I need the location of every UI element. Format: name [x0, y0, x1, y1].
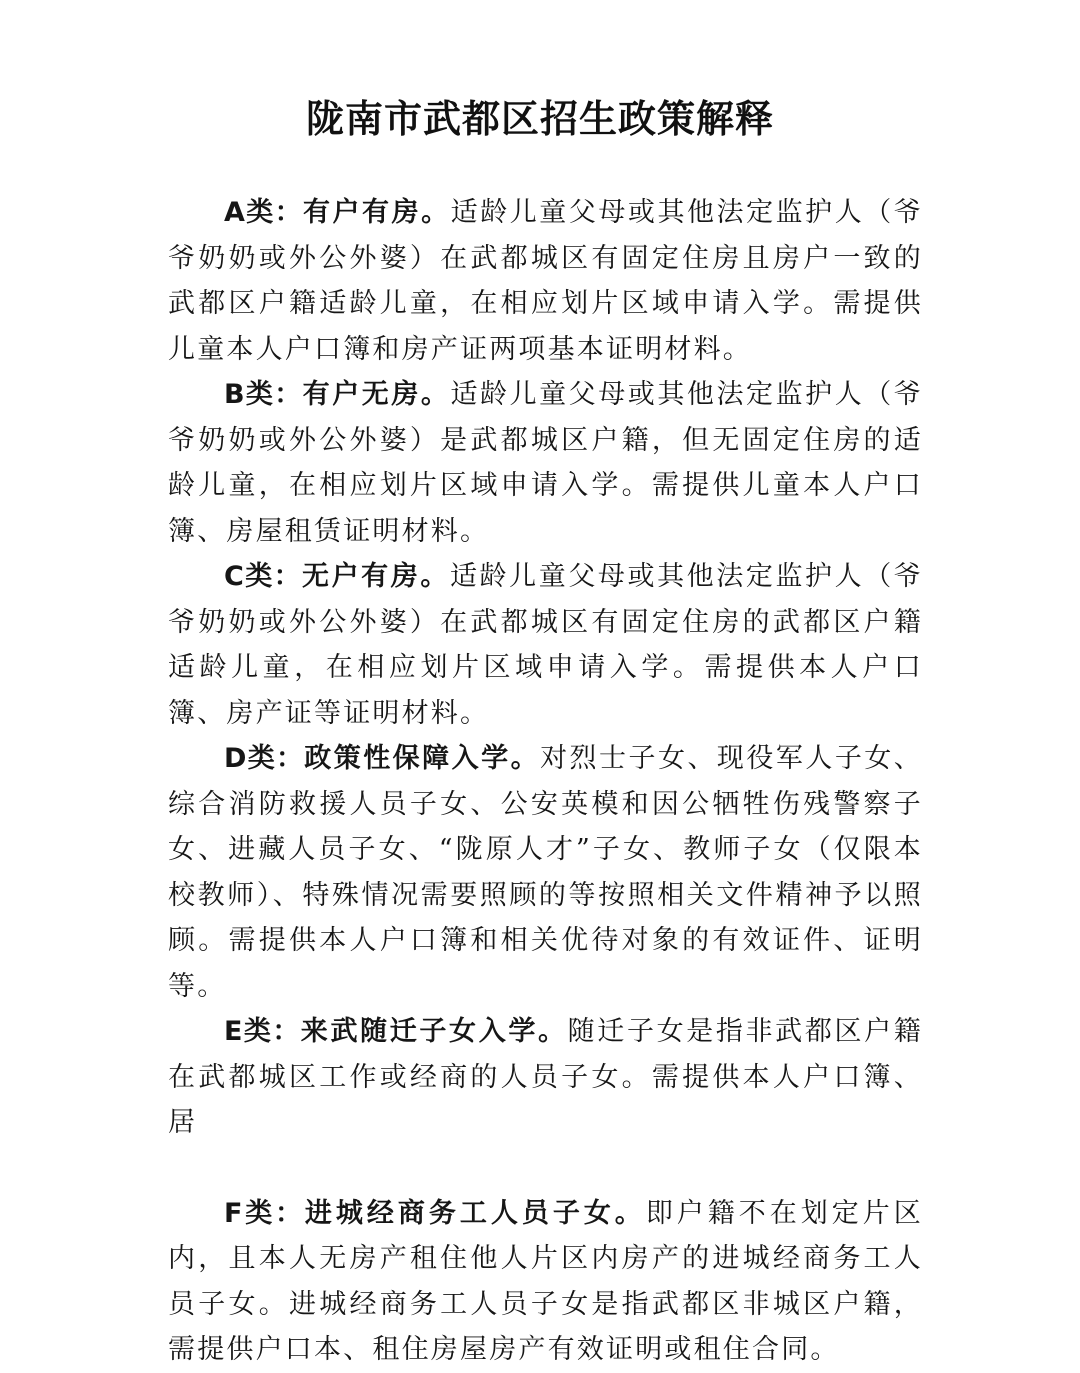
section-b-label: B类： [224, 379, 303, 410]
section-c-label: C类： [224, 561, 302, 592]
section-b-heading: 有户无房。 [302, 379, 451, 410]
section-e-label: E类： [224, 1016, 301, 1047]
section-c [168, 554, 923, 736]
policy-sections [168, 190, 923, 1373]
section-e [168, 1009, 923, 1146]
section-f-body: 即户籍不在划定片区内，且本人无房产租住他人片区内房产的进城经商务工人员子女。进城经商务工人员子女是指武都区非城区户籍，需提供户口本、租住房屋房产有效证明或租住合同。 [168, 1197, 923, 1365]
section-a-label: A类： [224, 197, 303, 228]
section-f-label: F类： [224, 1197, 305, 1229]
section-c-heading: 无户有房。 [302, 561, 450, 592]
section-d-heading: 政策性保障入学。 [304, 743, 541, 774]
section-d [168, 736, 923, 1009]
section-f-heading: 进城经商务工人员子女。 [304, 1197, 646, 1229]
section-f [168, 1191, 923, 1373]
section-b [168, 372, 923, 554]
section-a-body: 适龄儿童父母或其他法定监护人（爷爷奶奶或外公外婆）在武都城区有固定住房且房户一致的武都区户籍适龄儿童，在相应划片区域申请入学。需提供儿童本人户口簿和房产证两项基本证明材料。 [168, 197, 924, 365]
section-a-heading: 有户有房。 [302, 197, 451, 228]
section-a [168, 190, 923, 372]
document-title: 陇南市武都区招生政策解释 [305, 96, 774, 141]
section-e-body: 随迁子女是指非武都区户籍在武都城区工作或经商的人员子女。需提供本人户口簿、居 [168, 1016, 923, 1138]
section-d-label: D类： [224, 743, 305, 774]
section-e-heading: 来武随迁子女入学。 [300, 1016, 568, 1047]
section-b-body: 适龄儿童父母或其他法定监护人（爷爷奶奶或外公外婆）是武都城区户籍，但无固定住房的适龄儿童，在相应划片区域申请入学。需提供儿童本人户口簿、房屋租赁证明材料。 [168, 379, 924, 547]
section-c-body: 适龄儿童父母或其他法定监护人（爷爷奶奶或外公外婆）在武都城区有固定住房的武都区户籍适龄儿童，在相应划片区域申请入学。需提供本人户口簿、房产证等证明材料。 [168, 561, 924, 729]
page-break-gap [168, 1146, 923, 1191]
section-d-body: 对烈士子女、现役军人子女、综合消防救援人员子女、公安英模和因公牺牲伤残警察子女、进藏人员子女、“陇原人才”子女、教师子女（仅限本校教师）、特殊情况需要照顾的等按照相关文件精神予以照顾。需提供本人户口簿和相关优待对象的有效证件、证明等。 [168, 743, 923, 1002]
